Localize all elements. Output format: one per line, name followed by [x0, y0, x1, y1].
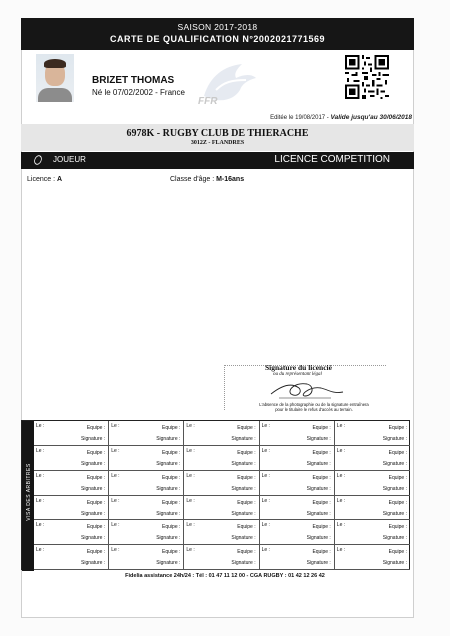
visa-signature-label: Signature :: [231, 560, 256, 567]
visa-signature-label: Signature :: [231, 460, 256, 467]
visa-team-label: Equipe :: [237, 524, 256, 531]
player-name: BRIZET THOMAS: [92, 75, 175, 86]
referee-visa-table: [21, 420, 410, 570]
visa-team-label: Equipe :: [237, 499, 256, 506]
visa-team-label: Equipe :: [86, 449, 106, 456]
visa-date-label: Le :: [186, 497, 195, 504]
visa-signature-label: Signature :: [306, 535, 331, 542]
visa-team-label: Equipe :: [86, 425, 106, 431]
visa-signature-label: Signature :: [382, 460, 407, 467]
visa-team-label: Equipe :: [388, 474, 407, 481]
visa-date-label: Le :: [36, 522, 45, 529]
signature-notice-line-1: L'absence de la photographie ou de la signature entraînera: [259, 402, 369, 407]
visa-cell[interactable]: [109, 421, 184, 446]
visa-date-label: Le :: [261, 447, 270, 454]
role-label: JOUEUR: [53, 155, 86, 164]
visa-date-label: Le :: [36, 497, 45, 504]
visa-side-label: VISA DES ARBITRES: [22, 421, 34, 571]
visa-team-label: Equipe :: [162, 549, 181, 556]
visa-team-label: Equipe :: [237, 449, 256, 456]
visa-cell[interactable]: [260, 471, 335, 496]
visa-signature-label: Signature :: [306, 510, 331, 517]
visa-cell[interactable]: [335, 496, 410, 521]
visa-signature-label: Signature :: [382, 485, 407, 492]
visa-team-label: Equipe :: [162, 499, 181, 506]
visa-signature-label: Signature :: [306, 460, 331, 467]
ffr-logo-text: FFR: [198, 96, 218, 107]
visa-team-label: Equipe :: [162, 425, 181, 431]
visa-team-label: Equipe :: [388, 499, 407, 506]
visa-signature-label: Signature :: [306, 560, 331, 567]
club-band: [21, 124, 414, 151]
visa-team-label: Equipe :: [312, 474, 331, 481]
age-class-row: [170, 176, 244, 183]
visa-cell[interactable]: [34, 496, 109, 521]
licence-label: Licence :: [27, 176, 56, 183]
visa-date-label: Le :: [111, 472, 120, 479]
visa-team-label: Equipe :: [388, 425, 407, 431]
visa-cell[interactable]: [335, 520, 410, 545]
visa-cell[interactable]: [184, 446, 259, 471]
visa-date-label: Le :: [261, 472, 270, 479]
visa-team-label: Equipe :: [237, 425, 256, 431]
visa-cell[interactable]: [184, 520, 259, 545]
visa-date-label: Le :: [111, 522, 120, 529]
visa-team-label: Equipe :: [312, 499, 331, 506]
visa-date-label: Le :: [336, 547, 346, 554]
visa-team-label: Equipe :: [388, 449, 407, 456]
visa-date-label: Le :: [111, 497, 120, 504]
visa-date-label: Le :: [111, 447, 120, 454]
age-class-value: M-16ans: [216, 176, 245, 183]
season-label: SAISON 2017-2018: [177, 22, 258, 32]
visa-cell[interactable]: [260, 496, 335, 521]
visa-signature-label: Signature :: [382, 535, 407, 542]
visa-team-label: Equipe :: [388, 549, 407, 556]
visa-signature-label: Signature :: [306, 485, 331, 492]
visa-signature-label: Signature :: [81, 535, 106, 542]
visa-team-label: Equipe :: [86, 549, 106, 556]
visa-signature-label: Signature :: [81, 436, 106, 442]
visa-cell[interactable]: [335, 421, 410, 446]
visa-grid: [34, 421, 410, 570]
visa-signature-label: Signature :: [231, 510, 256, 517]
visa-date-label: Le :: [111, 547, 120, 554]
visa-cell[interactable]: [34, 545, 109, 570]
licence-value: A: [56, 176, 63, 183]
visa-signature-label: Signature :: [81, 485, 106, 492]
visa-signature-label: Signature :: [156, 510, 181, 517]
licence-row: [27, 176, 62, 183]
visa-cell[interactable]: [109, 471, 184, 496]
visa-date-label: Le :: [186, 423, 195, 429]
visa-date-label: Le :: [111, 423, 120, 429]
visa-team-label: Equipe :: [312, 425, 331, 431]
player-birth: Né le 07/02/2002 - France: [92, 88, 185, 97]
visa-cell[interactable]: [260, 520, 335, 545]
visa-team-label: Equipe :: [312, 524, 331, 531]
qr-code: [345, 55, 389, 99]
validity-line: [270, 114, 412, 121]
visa-team-label: Equipe :: [162, 449, 181, 456]
visa-signature-label: Signature :: [382, 510, 407, 517]
visa-team-label: Equipe :: [162, 474, 181, 481]
visa-cell[interactable]: [184, 471, 259, 496]
visa-team-label: Equipe :: [86, 524, 106, 531]
visa-signature-label: Signature :: [156, 436, 181, 442]
visa-date-label: Le :: [336, 447, 346, 454]
visa-signature-label: Signature :: [156, 535, 181, 542]
visa-cell[interactable]: [260, 421, 335, 446]
edited-date: Editée le 19/08/2017 -: [270, 115, 329, 121]
visa-date-label: Le :: [261, 547, 270, 554]
visa-signature-label: Signature :: [382, 436, 407, 442]
visa-team-label: Equipe :: [388, 524, 407, 531]
visa-cell[interactable]: [34, 421, 109, 446]
role-bar: [21, 152, 414, 169]
age-class-label: Classe d'âge :: [170, 176, 215, 183]
visa-signature-label: Signature :: [231, 436, 256, 442]
visa-date-label: Le :: [261, 497, 270, 504]
visa-date-label: Le :: [261, 522, 270, 529]
rugby-ball-icon: [33, 154, 44, 166]
visa-cell[interactable]: [109, 520, 184, 545]
signature-title: Signature du licencié: [265, 363, 332, 372]
visa-cell[interactable]: [335, 446, 410, 471]
visa-team-label: Equipe :: [237, 474, 256, 481]
assistance-footer: Fidelia assistance 24h/24 : Tél : 01 47 11 12 00 - CGA RUGBY : 01 42 12 26 42: [125, 573, 325, 579]
visa-cell[interactable]: [260, 446, 335, 471]
visa-cell[interactable]: [184, 545, 259, 570]
visa-signature-label: Signature :: [231, 535, 256, 542]
visa-signature-label: Signature :: [81, 460, 106, 467]
licence-type: LICENCE COMPETITION: [274, 154, 390, 165]
visa-date-label: Le :: [186, 472, 195, 479]
signature-box: [224, 365, 386, 410]
visa-date-label: Le :: [36, 423, 45, 429]
visa-date-label: Le :: [186, 522, 195, 529]
signature-subtitle: ou du représentant légal: [273, 372, 322, 377]
visa-date-label: Le :: [336, 497, 346, 504]
visa-cell[interactable]: [184, 496, 259, 521]
visa-date-label: Le :: [336, 423, 346, 429]
visa-team-label: Equipe :: [312, 549, 331, 556]
visa-signature-label: Signature :: [81, 510, 106, 517]
visa-date-label: Le :: [336, 472, 346, 479]
visa-date-label: Le :: [36, 547, 45, 554]
visa-signature-label: Signature :: [156, 485, 181, 492]
visa-cell[interactable]: [260, 545, 335, 570]
card-header: [21, 18, 414, 50]
visa-date-label: Le :: [36, 472, 45, 479]
visa-date-label: Le :: [36, 447, 45, 454]
visa-date-label: Le :: [186, 447, 195, 454]
visa-cell[interactable]: [109, 496, 184, 521]
visa-signature-label: Signature :: [156, 560, 181, 567]
club-name: 6978K - RUGBY CLUB DE THIERACHE: [126, 128, 309, 139]
valid-until: Valide jusqu'au 30/06/2018: [330, 114, 412, 121]
visa-team-label: Equipe :: [162, 524, 181, 531]
visa-team-label: Equipe :: [86, 474, 106, 481]
visa-team-label: Equipe :: [86, 499, 106, 506]
visa-cell[interactable]: [109, 545, 184, 570]
player-photo: [36, 54, 74, 102]
visa-cell[interactable]: [34, 471, 109, 496]
signature-notice-line-2: pour le titulaire le refus d'accès au terrain.: [275, 407, 353, 412]
signature-notice: [239, 402, 389, 412]
visa-cell[interactable]: [34, 446, 109, 471]
visa-cell[interactable]: [109, 446, 184, 471]
visa-signature-label: Signature :: [81, 560, 106, 567]
visa-cell[interactable]: [335, 545, 410, 570]
visa-signature-label: Signature :: [231, 485, 256, 492]
visa-signature-label: Signature :: [306, 436, 331, 442]
club-region: 3012Z - FLANDRES: [190, 140, 245, 146]
visa-signature-label: Signature :: [156, 460, 181, 467]
card-number: CARTE DE QUALIFICATION N°2002021771569: [110, 34, 325, 44]
visa-date-label: Le :: [186, 547, 195, 554]
visa-team-label: Equipe :: [312, 449, 331, 456]
visa-date-label: Le :: [336, 522, 346, 529]
visa-signature-label: Signature :: [382, 560, 407, 567]
visa-date-label: Le :: [261, 423, 270, 429]
handwritten-signature: [269, 376, 349, 402]
visa-team-label: Equipe :: [237, 549, 256, 556]
visa-cell[interactable]: [335, 471, 410, 496]
visa-cell[interactable]: [184, 421, 259, 446]
visa-cell[interactable]: [34, 520, 109, 545]
